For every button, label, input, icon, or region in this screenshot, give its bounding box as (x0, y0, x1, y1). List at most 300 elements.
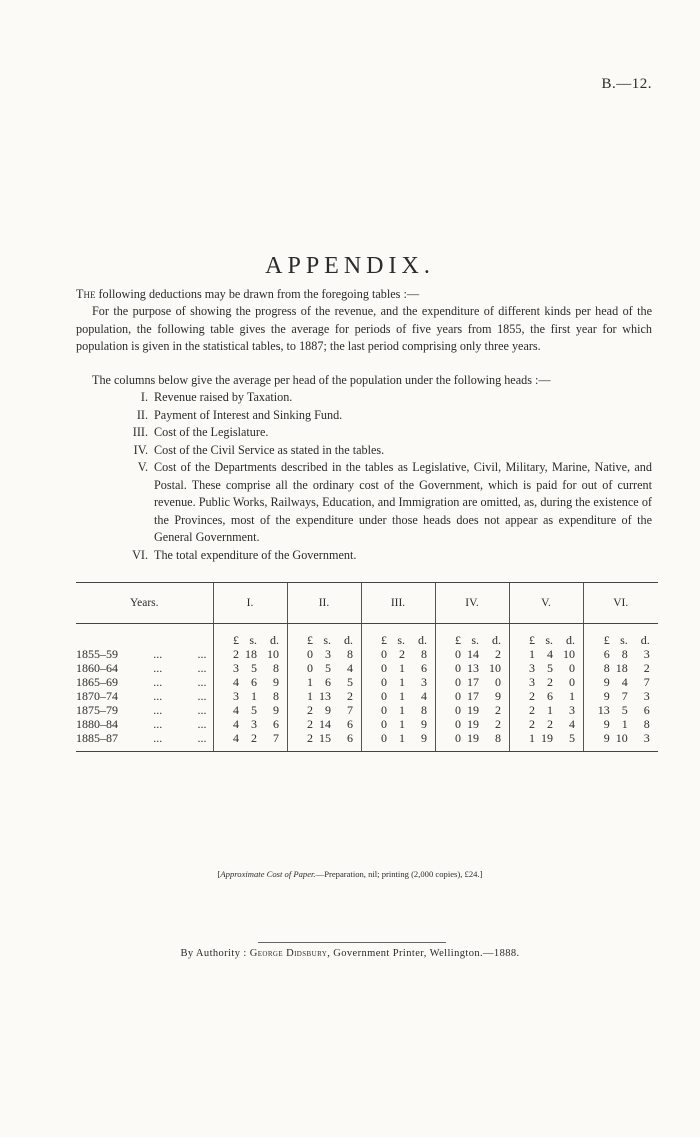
head-numeral: IV. (133, 442, 148, 457)
value-cell (509, 689, 583, 703)
pence-value: 3 (643, 731, 650, 745)
unit-label: s. (471, 633, 479, 647)
year-label: 1880–84 (76, 717, 118, 731)
shillings-value: 1 (399, 703, 405, 717)
unit-label: d. (418, 633, 427, 647)
money-value (510, 703, 583, 717)
pence-value: 3 (421, 675, 427, 689)
pence-value: 4 (569, 717, 575, 731)
money-value (436, 703, 509, 717)
money-value (214, 675, 287, 689)
pence-value: 0 (569, 661, 575, 675)
value-cell (583, 703, 658, 717)
shillings-value: 19 (467, 703, 479, 717)
head-item (76, 442, 652, 460)
divider-rule (258, 942, 446, 943)
money-value (214, 731, 287, 745)
value-cell (213, 689, 287, 703)
value-cell (287, 689, 361, 703)
pounds-value: 1 (529, 731, 535, 745)
pounds-value: 9 (603, 717, 610, 731)
money-value (214, 661, 287, 675)
pounds-value: 0 (455, 675, 461, 689)
head-text: Cost of the Departments described in the tables as Legislative, Civil, Military, Marine, Native, and Postal. These comprise all the ordinary cost of the Government, which is paid for out of current revenue. Public Works, Railways, Education, and Immigration are omitted, as, during the existence of the Provinces, most of the expenditure under those heads does not appear as expenditure of the General Government. (154, 460, 652, 544)
year-cell (76, 661, 213, 675)
money-value (510, 647, 583, 661)
unit-label: d. (270, 633, 279, 647)
head-numeral: VI. (132, 547, 148, 562)
money-value (436, 661, 509, 675)
money-value (584, 661, 659, 675)
shillings-value: 18 (245, 647, 257, 661)
shillings-value: 4 (621, 675, 628, 689)
leader-dots: ... (153, 675, 163, 689)
money-units (288, 633, 361, 647)
pounds-value: 3 (233, 689, 239, 703)
money-value (362, 731, 435, 745)
shillings-value: 1 (399, 717, 405, 731)
money-value (510, 717, 583, 731)
shillings-value: 1 (399, 661, 405, 675)
pounds-value: 0 (381, 661, 387, 675)
pounds-value: 4 (233, 731, 239, 745)
pence-value: 9 (273, 675, 279, 689)
year-wrap (76, 731, 213, 745)
pounds-value: 4 (233, 675, 239, 689)
value-cell (361, 661, 435, 675)
shillings-value: 17 (467, 689, 479, 703)
value-cell (213, 647, 287, 661)
pence-value: 1 (569, 689, 575, 703)
pounds-value: 0 (455, 717, 461, 731)
pounds-value: 2 (307, 717, 313, 731)
pounds-value: 13 (597, 703, 610, 717)
pence-value: 2 (495, 717, 501, 731)
leader-dots: ... (197, 731, 207, 745)
pence-value: 9 (273, 703, 279, 717)
shillings-value: 2 (399, 647, 405, 661)
pounds-value: 0 (455, 647, 461, 661)
money-value (288, 689, 361, 703)
money-value (510, 661, 583, 675)
money-units (584, 633, 659, 647)
pence-value: 10 (267, 647, 279, 661)
year-label: 1865–69 (76, 675, 118, 689)
value-cell (583, 647, 658, 661)
pounds-value: 0 (381, 675, 387, 689)
head-text: Cost of the Civil Service as stated in the tables. (154, 442, 385, 457)
head-numeral: II. (136, 407, 148, 422)
pounds-value: 0 (381, 689, 387, 703)
shillings-value: 6 (547, 689, 553, 703)
pounds-value: 2 (233, 647, 239, 661)
value-cell (361, 703, 435, 717)
table-row (76, 703, 658, 717)
pence-value: 8 (643, 717, 650, 731)
pence-value: 2 (495, 703, 501, 717)
imprint-suffix: , Government Printer, Wellington.—1888. (327, 948, 520, 959)
value-cell (287, 647, 361, 661)
table-row (76, 717, 658, 731)
pence-value: 2 (643, 661, 650, 675)
year-cell (76, 689, 213, 703)
value-cell (509, 675, 583, 689)
printer-imprint (0, 948, 700, 959)
money-value (288, 731, 361, 745)
year-wrap (76, 647, 213, 661)
shillings-value: 13 (467, 661, 479, 675)
money-value (214, 689, 287, 703)
value-cell (287, 675, 361, 689)
year-cell (76, 717, 213, 731)
intro-paragraph (76, 286, 652, 304)
value-cell (361, 731, 435, 752)
money-value (436, 689, 509, 703)
pence-value: 8 (273, 689, 279, 703)
shillings-value: 1 (399, 731, 405, 745)
leader-dots: ... (197, 703, 207, 717)
leader-dots: ... (197, 675, 207, 689)
page-reference: B.—12. (601, 76, 652, 92)
value-cell (287, 703, 361, 717)
shillings-value: 4 (547, 647, 553, 661)
pence-value: 6 (273, 717, 279, 731)
head-item (76, 459, 652, 547)
shillings-value: 1 (547, 703, 553, 717)
money-value (214, 703, 287, 717)
pounds-value: 8 (603, 661, 610, 675)
leader-dots: ... (153, 731, 163, 745)
head-text: Revenue raised by Taxation. (154, 390, 293, 404)
footnote-italic: Approximate Cost of Paper. (220, 869, 316, 879)
money-value (214, 647, 287, 661)
pence-value: 6 (347, 717, 353, 731)
pence-value: 4 (421, 689, 427, 703)
table-row (76, 647, 658, 661)
money-value (362, 675, 435, 689)
pounds-value: 4 (233, 703, 239, 717)
value-cell (583, 689, 658, 703)
money-value (288, 717, 361, 731)
pence-value: 3 (569, 703, 575, 717)
money-value (584, 689, 659, 703)
pounds-value: 9 (603, 731, 610, 745)
pence-value: 6 (421, 661, 427, 675)
pounds-value: 0 (307, 661, 313, 675)
shillings-value: 1 (399, 689, 405, 703)
money-units (362, 633, 435, 647)
value-cell (435, 675, 509, 689)
pounds-value: 0 (455, 689, 461, 703)
value-cell (361, 675, 435, 689)
page-title: APPENDIX. (265, 253, 435, 279)
unit-label: £ (603, 633, 610, 647)
head-item (76, 389, 652, 407)
value-cell (435, 647, 509, 661)
shillings-value: 15 (319, 731, 331, 745)
shillings-value: 2 (547, 675, 553, 689)
pounds-value: 2 (307, 731, 313, 745)
value-cell (213, 731, 287, 752)
pence-value: 3 (643, 647, 650, 661)
header-col-iii: III. (361, 583, 435, 624)
pence-value: 6 (347, 731, 353, 745)
year-wrap (76, 661, 213, 675)
year-wrap (76, 675, 213, 689)
pounds-value: 1 (307, 689, 313, 703)
unit-label: d. (640, 633, 650, 647)
value-cell (583, 731, 658, 752)
units-year-cell (76, 624, 213, 648)
intro-lead: The (76, 287, 96, 301)
heads-list (76, 389, 652, 564)
money-units (436, 633, 509, 647)
header-col-ii: II. (287, 583, 361, 624)
year-cell (76, 703, 213, 717)
pence-value: 8 (273, 661, 279, 675)
unit-label: s. (249, 633, 257, 647)
pence-value: 2 (495, 647, 501, 661)
imprint-prefix: By Authority : (180, 948, 250, 959)
shillings-value: 3 (325, 647, 331, 661)
unit-label: £ (529, 633, 535, 647)
pounds-value: 2 (307, 703, 313, 717)
value-cell (435, 731, 509, 752)
year-wrap (76, 717, 213, 731)
head-text: Cost of the Legislature. (154, 425, 269, 439)
unit-label: d. (566, 633, 575, 647)
value-cell (361, 689, 435, 703)
money-value (214, 717, 287, 731)
pence-value: 5 (347, 675, 353, 689)
shillings-value: 5 (251, 661, 257, 675)
value-cell (287, 731, 361, 752)
head-text: The total expenditure of the Government. (154, 547, 357, 562)
money-value (584, 731, 659, 745)
money-value (362, 661, 435, 675)
head-text: Payment of Interest and Sinking Fund. (154, 407, 343, 422)
pounds-value: 2 (529, 703, 535, 717)
money-value (288, 675, 361, 689)
money-value (584, 647, 659, 661)
shillings-value: 6 (325, 675, 331, 689)
pounds-value: 2 (529, 689, 535, 703)
year-label: 1855–59 (76, 647, 118, 661)
shillings-value: 14 (319, 717, 331, 731)
header-years: Years. (76, 583, 213, 624)
table-body (76, 624, 658, 752)
pounds-value: 9 (603, 689, 610, 703)
value-cell (509, 703, 583, 717)
value-cell (583, 661, 658, 675)
pence-value: 2 (347, 689, 353, 703)
money-value (584, 703, 659, 717)
head-numeral: V. (137, 460, 148, 474)
leader-dots: ... (153, 703, 163, 717)
shillings-value: 19 (541, 731, 553, 745)
shillings-value: 1 (399, 675, 405, 689)
unit-label: s. (620, 633, 628, 647)
pounds-value: 1 (529, 647, 535, 661)
pence-value: 6 (643, 703, 650, 717)
value-cell (435, 703, 509, 717)
leader-dots: ... (197, 717, 207, 731)
year-wrap (76, 703, 213, 717)
leader-dots: ... (197, 661, 207, 675)
year-wrap (76, 689, 213, 703)
value-cell (287, 717, 361, 731)
shillings-value: 9 (325, 703, 331, 717)
head-item (76, 424, 652, 442)
value-cell (509, 717, 583, 731)
pounds-value: 2 (529, 717, 535, 731)
header-col-i: I. (213, 583, 287, 624)
units-cell (213, 624, 287, 648)
leader-dots: ... (197, 689, 207, 703)
money-value (436, 647, 509, 661)
year-label: 1875–79 (76, 703, 118, 717)
pounds-value: 0 (455, 661, 461, 675)
year-label: 1870–74 (76, 689, 118, 703)
pence-value: 8 (421, 703, 427, 717)
pounds-value: 6 (603, 647, 610, 661)
leader-dots: ... (153, 689, 163, 703)
pence-value: 7 (643, 675, 650, 689)
pence-value: 9 (495, 689, 501, 703)
money-value (510, 689, 583, 703)
footnote-rest: —Preparation, nil; printing (2,000 copies), £24. (315, 869, 480, 879)
money-value (362, 647, 435, 661)
cost-footnote: [Approximate Cost of Paper.—Preparation, nil; printing (2,000 copies), £24.] (217, 869, 483, 879)
table-header-row (76, 583, 658, 624)
pounds-value: 3 (233, 661, 239, 675)
value-cell (583, 717, 658, 731)
unit-label: d. (492, 633, 501, 647)
unit-label: £ (381, 633, 387, 647)
pounds-value: 1 (307, 675, 313, 689)
shillings-value: 19 (467, 717, 479, 731)
unit-label: s. (323, 633, 331, 647)
pence-value: 0 (569, 675, 575, 689)
value-cell (213, 661, 287, 675)
shillings-value: 17 (467, 675, 479, 689)
shillings-value: 5 (325, 661, 331, 675)
pounds-value: 9 (603, 675, 610, 689)
pounds-value: 0 (381, 731, 387, 745)
averages-table (76, 582, 658, 752)
unit-label: d. (344, 633, 353, 647)
value-cell (509, 647, 583, 661)
money-value (436, 731, 509, 745)
units-cell (509, 624, 583, 648)
head-item (76, 547, 652, 565)
pence-value: 10 (563, 647, 575, 661)
pounds-value: 4 (233, 717, 239, 731)
unit-label: £ (307, 633, 313, 647)
value-cell (509, 661, 583, 675)
unit-label: £ (455, 633, 461, 647)
header-col-vi: VI. (583, 583, 658, 624)
table-row (76, 675, 658, 689)
year-label: 1860–64 (76, 661, 118, 675)
pence-value: 9 (421, 731, 427, 745)
shillings-value: 3 (251, 717, 257, 731)
shillings-value: 5 (251, 703, 257, 717)
shillings-value: 19 (467, 731, 479, 745)
leader-dots: ... (153, 647, 163, 661)
head-numeral: III. (132, 425, 148, 439)
leader-dots: ... (153, 717, 163, 731)
shillings-value: 5 (547, 661, 553, 675)
pence-value: 5 (569, 731, 575, 745)
year-cell (76, 731, 213, 752)
pence-value: 7 (347, 703, 353, 717)
head-item (76, 407, 652, 425)
money-value (362, 689, 435, 703)
value-cell (583, 675, 658, 689)
money-value (362, 717, 435, 731)
header-col-iv: IV. (435, 583, 509, 624)
value-cell (435, 689, 509, 703)
pence-value: 9 (421, 717, 427, 731)
year-label: 1885–87 (76, 731, 118, 745)
pence-value: 8 (421, 647, 427, 661)
shillings-value: 1 (251, 689, 257, 703)
columns-paragraph: The columns below give the average per head of the population under the following heads :— (92, 373, 551, 387)
money-value (436, 675, 509, 689)
intro-rest: following deductions may be drawn from the foregoing tables :— (95, 287, 420, 301)
leader-dots: ... (197, 647, 207, 661)
money-value (288, 703, 361, 717)
money-value (584, 717, 659, 731)
header-col-v: V. (509, 583, 583, 624)
shillings-value: 6 (251, 675, 257, 689)
shillings-value: 8 (621, 647, 628, 661)
value-cell (361, 717, 435, 731)
pence-value: 7 (273, 731, 279, 745)
money-value (510, 731, 583, 745)
table-row (76, 731, 658, 752)
units-cell (287, 624, 361, 648)
year-cell (76, 647, 213, 661)
value-cell (435, 717, 509, 731)
pounds-value: 0 (381, 717, 387, 731)
table-row (76, 689, 658, 703)
units-cell (583, 624, 658, 648)
money-units (510, 633, 583, 647)
value-cell (435, 661, 509, 675)
pounds-value: 0 (381, 703, 387, 717)
unit-label: s. (397, 633, 405, 647)
pence-value: 8 (495, 731, 501, 745)
shillings-value: 13 (319, 689, 331, 703)
value-cell (213, 703, 287, 717)
unit-label: s. (545, 633, 553, 647)
shillings-value: 14 (467, 647, 479, 661)
shillings-value: 2 (251, 731, 257, 745)
leader-dots: ... (153, 661, 163, 675)
money-value (288, 661, 361, 675)
money-value (584, 675, 659, 689)
pounds-value: 0 (455, 731, 461, 745)
value-cell (213, 675, 287, 689)
shillings-value: 2 (547, 717, 553, 731)
pounds-value: 3 (529, 675, 535, 689)
shillings-value: 1 (621, 717, 628, 731)
value-cell (287, 661, 361, 675)
money-value (436, 717, 509, 731)
shillings-value: 18 (615, 661, 628, 675)
